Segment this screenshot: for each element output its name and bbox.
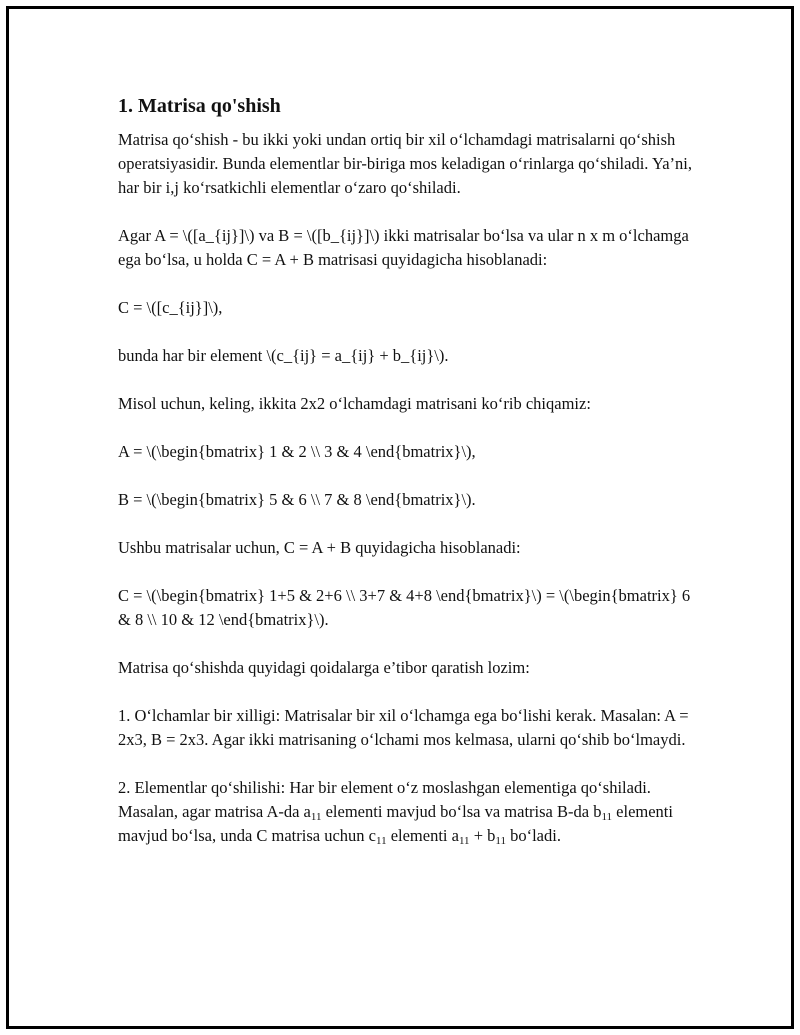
paragraph-sum-intro: Ushbu matrisalar uchun, C = A + B quyidagicha hisoblanadi: bbox=[118, 538, 521, 557]
paragraph-sum-result: C = \(\begin{bmatrix} 1+5 & 2+6 \\ 3+7 & 4+8 \end{bmatrix}\) = \(\begin{bmatrix} 6 & 8 \\ 10 & 12 \end{bmatrix}\). bbox=[118, 586, 691, 629]
rule-elements-text-2: elementi mavjud bo‘lsa va matrisa B-da b bbox=[321, 802, 602, 821]
rule-elements-text-4: elementi a bbox=[386, 826, 459, 845]
paragraph-matrix-a: A = \(\begin{bmatrix} 1 & 2 \\ 3 & 4 \end{bmatrix}\), bbox=[118, 442, 476, 461]
subscript-a2: 11 bbox=[458, 835, 470, 847]
rule-elements-text-3: elementi mavjud bo‘lsa, unda C matrisa uchun c bbox=[118, 802, 673, 845]
subscript-a: 11 bbox=[310, 811, 322, 823]
paragraph-element-formula: bunda har bir element \(c_{ij} = a_{ij} + b_{ij}\). bbox=[118, 346, 449, 365]
subscript-b2: 11 bbox=[495, 835, 506, 847]
paragraph-general-formula: Agar A = \([a_{ij}]\) va B = \([b_{ij}]\) ikki matrisalar bo‘lsa va ular n x m o‘lchamga ega bo‘lsa, u holda C = A + B matrisasi quyidagicha hisoblanadi: bbox=[118, 226, 689, 269]
document-body bbox=[118, 92, 698, 848]
paragraph-c-matrix: C = \([c_{ij}]\), bbox=[118, 298, 223, 317]
subscript-b: 11 bbox=[601, 811, 613, 823]
paragraph-definition: Matrisa qo‘shish - bu ikki yoki undan ortiq bir xil o‘lchamdagi matrisalarni qo‘shish operatsiyasidir. Bunda elementlar bir-biriga mos keladigan o‘rinlarga qo‘shiladi. Ya’ni, har bir i,j ko‘rsatkichli elementlar o‘zaro qo‘shiladi. bbox=[118, 130, 692, 197]
subscript-c: 11 bbox=[375, 835, 387, 847]
paragraph-rule-dimensions: 1. O‘lchamlar bir xilligi: Matrisalar bir xil o‘lchamga ega bo‘lishi kerak. Masalan: A = 2x3, B = 2x3. Agar ikki matrisaning o‘lchami mos kelmasa, ularni qo‘shib bo‘lmaydi. bbox=[118, 706, 689, 749]
rule-elements-text-1: 2. Elementlar qo‘shilishi: Har bir element o‘z moslashgan elementiga qo‘shiladi. Masalan, agar matrisa A-da a bbox=[118, 778, 651, 821]
paragraph-example-intro: Misol uchun, keling, ikkita 2x2 o‘lchamdagi matrisani ko‘rib chiqamiz: bbox=[118, 394, 591, 413]
paragraph-rules-intro: Matrisa qo‘shishda quyidagi qoidalarga e’tibor qaratish lozim: bbox=[118, 658, 530, 677]
rule-elements-text-6: bo‘ladi. bbox=[505, 826, 561, 845]
paragraph-matrix-b: B = \(\begin{bmatrix} 5 & 6 \\ 7 & 8 \end{bmatrix}\). bbox=[118, 490, 476, 509]
section-heading: 1. Matrisa qo'shish bbox=[118, 95, 281, 117]
paragraph-rule-elements bbox=[118, 776, 698, 848]
rule-elements-text-5: + b bbox=[469, 826, 496, 845]
